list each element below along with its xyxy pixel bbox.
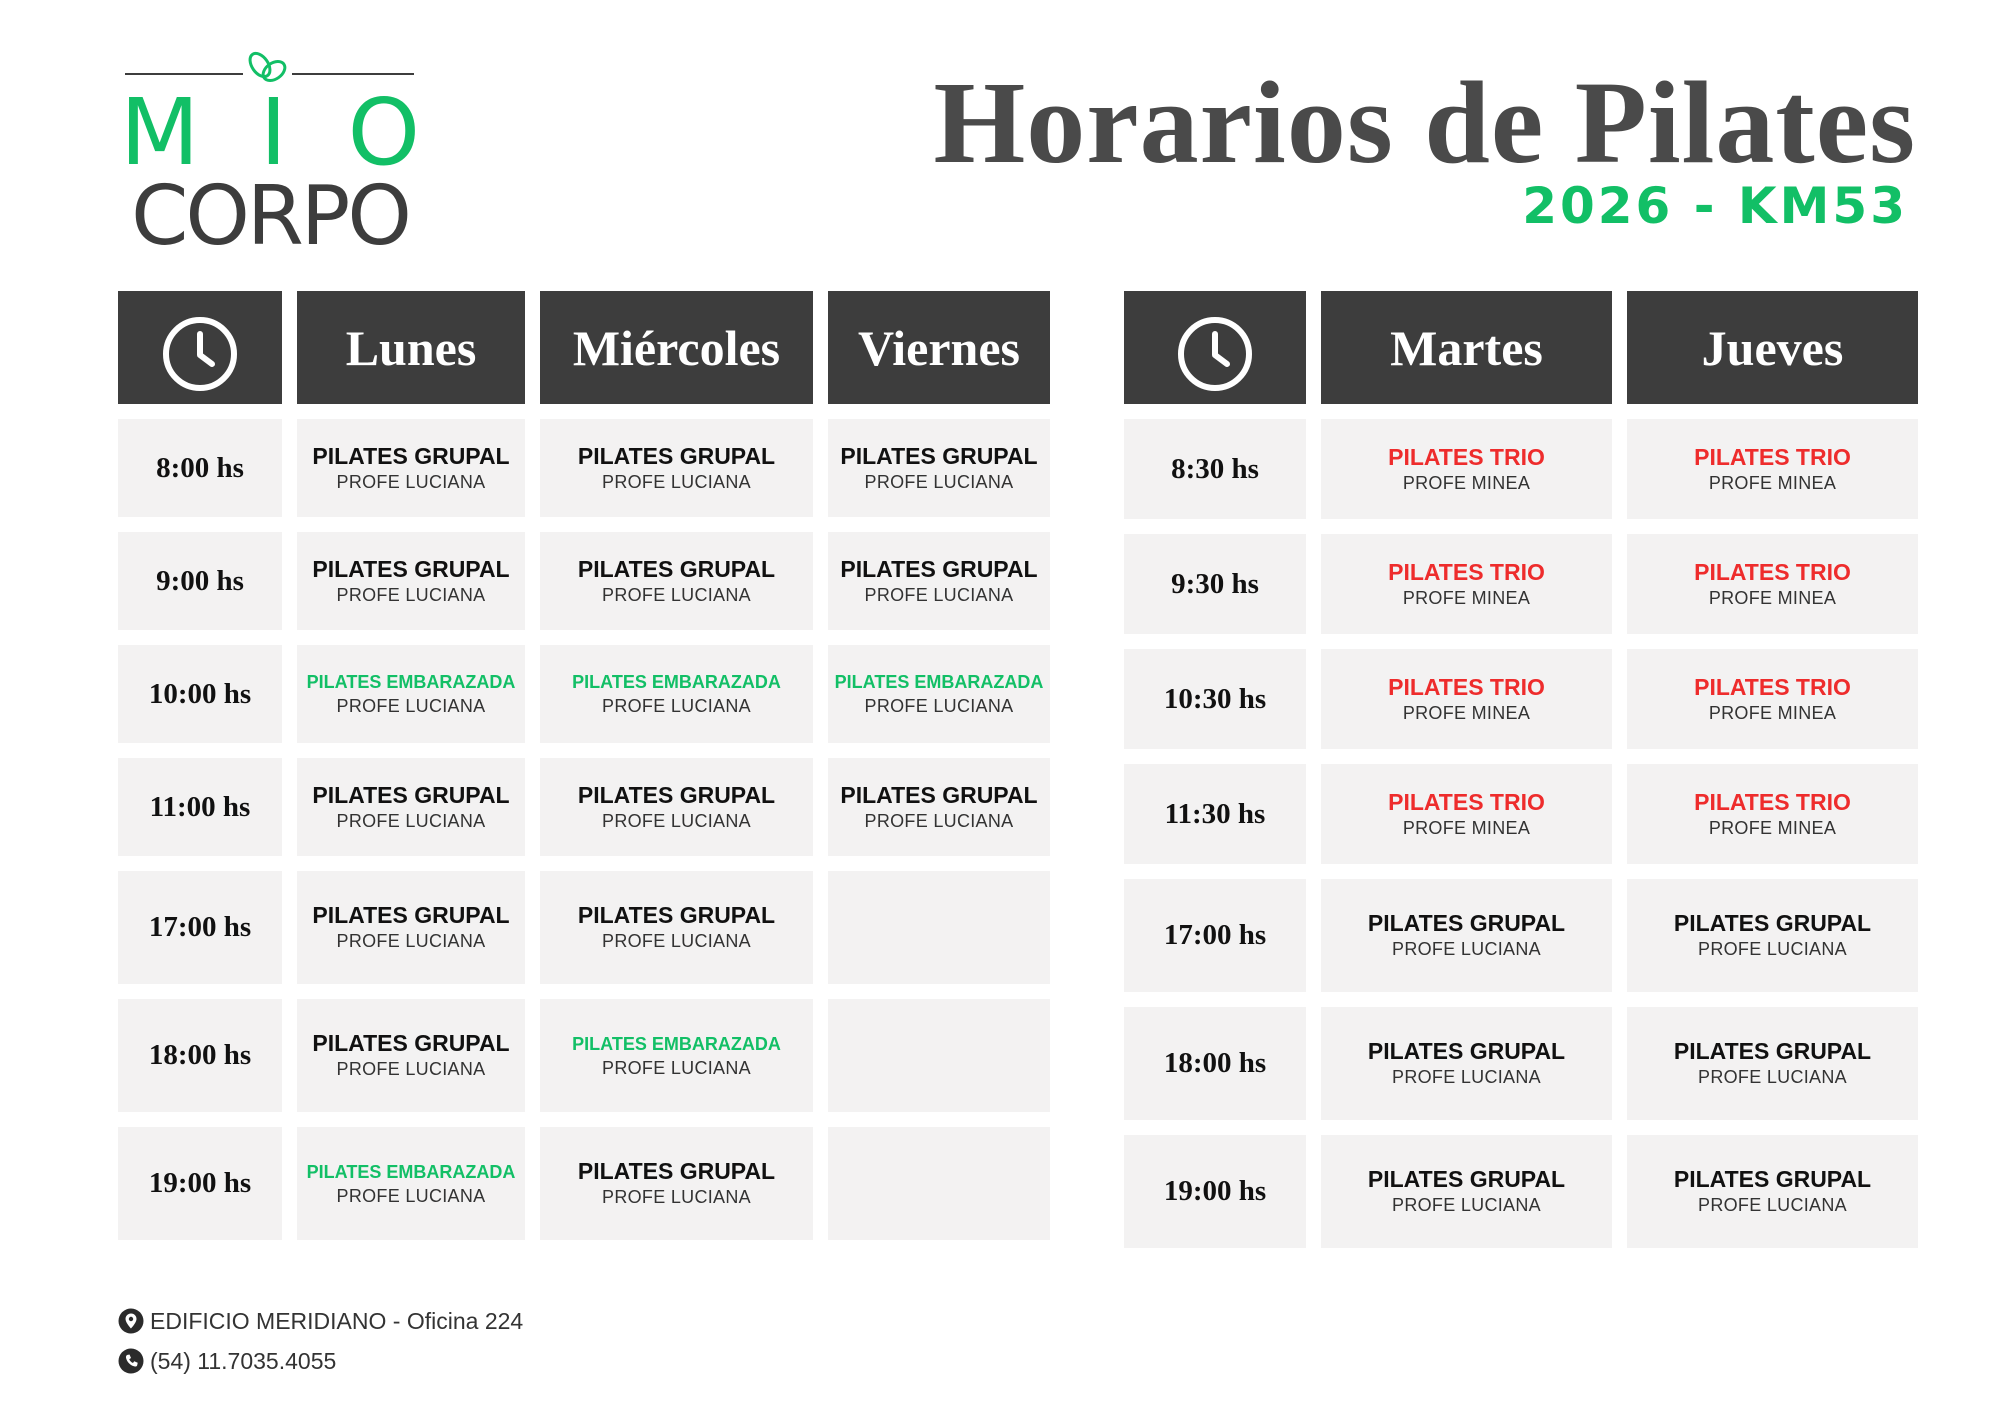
class-cell — [297, 645, 525, 743]
class-name: PILATES GRUPAL — [840, 442, 1038, 469]
logo-letter: I — [259, 79, 288, 186]
class-cell — [828, 758, 1050, 856]
instructor-name: PROFE MINEA — [1402, 702, 1531, 723]
class-cell — [540, 645, 813, 743]
empty-cell — [828, 1127, 1050, 1240]
page-subtitle: 2026 - KM53 — [1522, 177, 1908, 235]
schedule-row — [1124, 1135, 1918, 1248]
instructor-name: PROFE LUCIANA — [1698, 939, 1847, 959]
logo-text-bottom: CORPO — [131, 169, 409, 264]
logo — [120, 44, 420, 264]
time-cell: 10:30 hs — [1124, 649, 1306, 749]
instructor-name: PROFE LUCIANA — [602, 696, 751, 716]
class-name: PILATES GRUPAL — [312, 555, 510, 582]
phone-icon — [118, 1347, 144, 1375]
class-name: PILATES TRIO — [1694, 443, 1851, 470]
instructor-name: PROFE LUCIANA — [602, 1057, 751, 1078]
day-header-lunes: Lunes — [297, 291, 525, 404]
schedule-row — [1124, 1007, 1918, 1120]
header-row — [1124, 291, 1918, 404]
instructor-name: PROFE LUCIANA — [864, 810, 1014, 831]
instructor-name: PROFE LUCIANA — [1392, 1195, 1541, 1215]
instructor-name: PROFE LUCIANA — [1392, 939, 1541, 959]
class-name: PILATES GRUPAL — [1673, 910, 1872, 936]
instructor-name: PROFE LUCIANA — [602, 810, 751, 831]
schedule-row — [118, 419, 1050, 517]
class-name: PILATES GRUPAL — [840, 555, 1038, 582]
clock-icon — [1173, 312, 1257, 396]
time-cell: 8:00 hs — [118, 419, 282, 517]
day-header-viernes: Viernes — [828, 291, 1050, 404]
class-cell — [1321, 419, 1612, 519]
time-cell: 17:00 hs — [1124, 879, 1306, 992]
schedule-row — [1124, 419, 1918, 519]
class-cell — [297, 871, 525, 984]
instructor-name: PROFE LUCIANA — [336, 1059, 486, 1079]
logo-line-left — [125, 73, 243, 75]
instructor-name: PROFE LUCIANA — [1392, 1067, 1541, 1087]
schedule-row — [118, 1127, 1050, 1240]
class-name: PILATES EMBARAZADA — [572, 1033, 781, 1054]
class-name: PILATES GRUPAL — [577, 1158, 776, 1184]
class-name: PILATES GRUPAL — [1673, 1038, 1872, 1064]
class-cell — [828, 645, 1050, 743]
class-name: PILATES GRUPAL — [1367, 1038, 1566, 1064]
class-cell — [828, 419, 1050, 517]
class-cell — [297, 758, 525, 856]
class-cell — [828, 532, 1050, 630]
class-name: PILATES GRUPAL — [1367, 910, 1566, 936]
instructor-name: PROFE LUCIANA — [336, 931, 486, 951]
location-pin-icon — [118, 1307, 144, 1335]
class-name: PILATES GRUPAL — [577, 442, 776, 469]
time-cell: 10:00 hs — [118, 645, 282, 743]
class-name: PILATES GRUPAL — [577, 555, 776, 582]
class-name: PILATES EMBARAZADA — [306, 1161, 516, 1182]
instructor-name: PROFE MINEA — [1402, 587, 1531, 608]
instructor-name: PROFE LUCIANA — [602, 1187, 751, 1207]
instructor-name: PROFE LUCIANA — [1698, 1067, 1847, 1087]
class-name: PILATES GRUPAL — [577, 781, 776, 808]
time-cell: 9:30 hs — [1124, 534, 1306, 634]
class-cell — [1321, 764, 1612, 864]
instructor-name: PROFE MINEA — [1708, 817, 1837, 838]
class-name: PILATES TRIO — [1694, 558, 1851, 585]
schedule-row — [118, 758, 1050, 856]
class-name: PILATES GRUPAL — [312, 1030, 510, 1056]
address-row — [118, 1306, 523, 1336]
instructor-name: PROFE MINEA — [1708, 472, 1837, 493]
class-cell — [1627, 419, 1918, 519]
instructor-name: PROFE LUCIANA — [336, 471, 486, 492]
time-cell: 18:00 hs — [1124, 1007, 1306, 1120]
instructor-name: PROFE LUCIANA — [336, 1185, 486, 1206]
header-row — [118, 291, 1050, 404]
logo-line-right — [292, 73, 414, 75]
class-cell — [297, 532, 525, 630]
class-cell — [1627, 764, 1918, 864]
class-name: PILATES GRUPAL — [312, 902, 510, 928]
class-name: PILATES GRUPAL — [312, 781, 510, 808]
class-name: PILATES EMBARAZADA — [572, 672, 781, 692]
schedule-row — [118, 999, 1050, 1112]
class-cell — [1321, 1135, 1612, 1248]
class-cell — [540, 1127, 813, 1240]
schedule-row — [1124, 879, 1918, 992]
class-cell — [1627, 1007, 1918, 1120]
class-name: PILATES GRUPAL — [577, 902, 776, 928]
day-header-jueves: Jueves — [1627, 291, 1918, 404]
day-header-martes: Martes — [1321, 291, 1612, 404]
class-cell — [540, 419, 813, 517]
instructor-name: PROFE MINEA — [1402, 817, 1531, 838]
class-cell — [1321, 649, 1612, 749]
schedule-row — [1124, 764, 1918, 864]
footer — [118, 1306, 523, 1386]
time-cell: 11:00 hs — [118, 758, 282, 856]
schedule-row — [118, 871, 1050, 984]
time-cell: 17:00 hs — [118, 871, 282, 984]
schedule-row — [1124, 649, 1918, 749]
phone-text: (54) 11.7035.4055 — [150, 1347, 337, 1374]
schedule-row — [118, 645, 1050, 743]
class-cell — [1321, 1007, 1612, 1120]
class-cell — [1627, 1135, 1918, 1248]
schedule-table-martes-jueves — [1124, 291, 1918, 1263]
class-cell — [1627, 649, 1918, 749]
instructor-name: PROFE MINEA — [1708, 702, 1837, 723]
logo-letter: O — [347, 79, 420, 186]
instructor-name: PROFE LUCIANA — [1698, 1195, 1847, 1215]
instructor-name: PROFE LUCIANA — [336, 810, 486, 831]
class-name: PILATES GRUPAL — [1673, 1166, 1872, 1192]
instructor-name: PROFE LUCIANA — [864, 584, 1014, 605]
instructor-name: PROFE LUCIANA — [864, 696, 1014, 716]
class-name: PILATES EMBARAZADA — [834, 672, 1044, 692]
class-name: PILATES GRUPAL — [840, 781, 1038, 808]
schedule-table-lunes-miercoles-viernes — [118, 291, 1050, 1255]
time-cell: 11:30 hs — [1124, 764, 1306, 864]
instructor-name: PROFE LUCIANA — [602, 584, 751, 605]
phone-row — [118, 1346, 523, 1376]
time-column-header — [118, 291, 282, 404]
time-cell: 18:00 hs — [118, 999, 282, 1112]
class-name: PILATES TRIO — [1388, 558, 1545, 585]
class-cell — [540, 999, 813, 1112]
address-text: EDIFICIO MERIDIANO - Oficina 224 — [150, 1307, 524, 1334]
class-cell — [540, 532, 813, 630]
clock-icon — [158, 312, 242, 396]
schedule-row — [1124, 534, 1918, 634]
class-cell — [1627, 879, 1918, 992]
instructor-name: PROFE MINEA — [1708, 587, 1837, 608]
schedule-row — [118, 532, 1050, 630]
class-name: PILATES TRIO — [1694, 673, 1851, 700]
empty-cell — [828, 871, 1050, 984]
class-cell — [1321, 534, 1612, 634]
class-name: PILATES GRUPAL — [1367, 1166, 1566, 1192]
class-name: PILATES TRIO — [1388, 788, 1545, 815]
day-header-miercoles: Miércoles — [540, 291, 813, 404]
class-name: PILATES TRIO — [1694, 788, 1851, 815]
time-cell: 8:30 hs — [1124, 419, 1306, 519]
instructor-name: PROFE LUCIANA — [864, 471, 1014, 492]
page-title: Horarios de Pilates — [933, 57, 1916, 188]
time-column-header — [1124, 291, 1306, 404]
class-cell — [1627, 534, 1918, 634]
class-cell — [297, 1127, 525, 1240]
class-name: PILATES TRIO — [1388, 443, 1545, 470]
class-cell — [297, 419, 525, 517]
instructor-name: PROFE LUCIANA — [336, 696, 486, 716]
class-name: PILATES EMBARAZADA — [306, 672, 516, 692]
instructor-name: PROFE LUCIANA — [336, 584, 486, 605]
class-cell — [540, 871, 813, 984]
class-cell — [1321, 879, 1612, 992]
instructor-name: PROFE MINEA — [1402, 472, 1531, 493]
logo-letter: M — [120, 79, 200, 186]
time-cell: 9:00 hs — [118, 532, 282, 630]
empty-cell — [828, 999, 1050, 1112]
class-name: PILATES GRUPAL — [312, 442, 510, 469]
class-name: PILATES TRIO — [1388, 673, 1545, 700]
instructor-name: PROFE LUCIANA — [602, 931, 751, 951]
instructor-name: PROFE LUCIANA — [602, 471, 751, 492]
class-cell — [297, 999, 525, 1112]
time-cell: 19:00 hs — [118, 1127, 282, 1240]
class-cell — [540, 758, 813, 856]
time-cell: 19:00 hs — [1124, 1135, 1306, 1248]
